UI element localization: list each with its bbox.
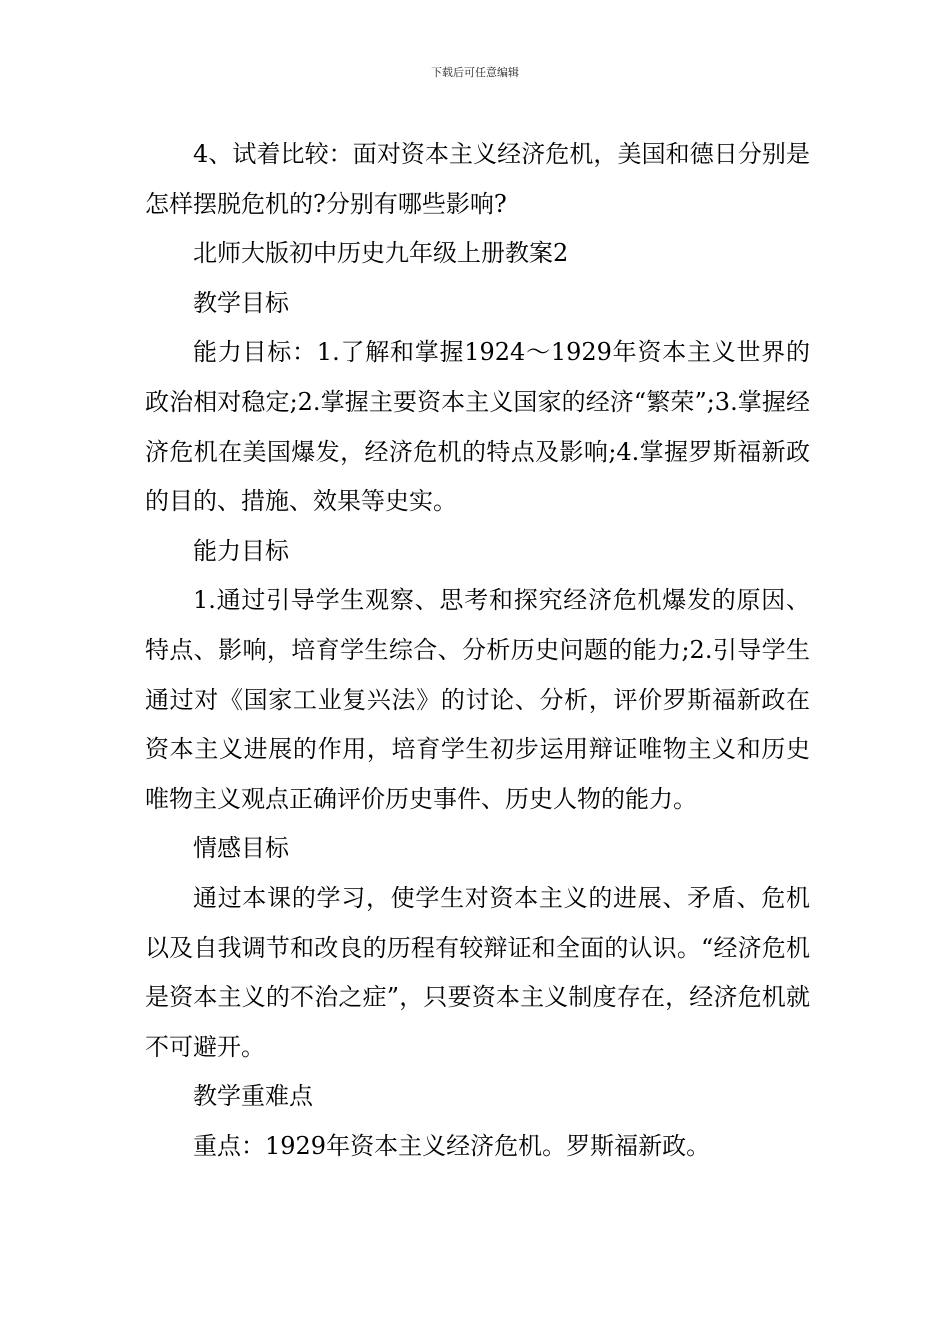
paragraph-key-points: 重点：1929年资本主义经济危机。罗斯福新政。: [193, 1131, 711, 1160]
paragraph-lesson-title: 北师大版初中历史九年级上册教案2: [193, 239, 569, 268]
heading-key-difficult-points: 教学重难点: [193, 1082, 313, 1111]
paragraph-emotional-goals: 通过本课的学习，使学生对资本主义的进展、矛盾、危机以及自我调节和改良的历程有较辩证和全面的认识。“经济危机是资本主义的不治之症”，只要资本主义制度存在，经济危机就不可避开。: [145, 883, 810, 1061]
heading-ability-goals: 能力目标: [193, 536, 289, 565]
paragraph-ability-goals-detail: 1.通过引导学生观察、思考和探究经济危机爆发的原因、特点、影响，培育学生综合、分析历史问题的能力;2.引导学生通过对《国家工业复兴法》的讨论、分析，评价罗斯福新政在资本主义进展的作用，培育学生初步运用辩证唯物主义和历史唯物主义观点正确评价历史事件、历史人物的能力。: [145, 586, 810, 813]
paragraph-question-4: 4、试着比较：面对资本主义经济危机，美国和德日分别是怎样摆脱危机的?分别有哪些影响?: [145, 140, 810, 218]
header-note: 下载后可任意编辑: [431, 66, 519, 79]
document-body: [145, 130, 810, 1171]
paragraph-ability-goals-knowledge: 能力目标：1.了解和掌握1924～1929年资本主义世界的政治相对稳定;2.掌握主要资本主义国家的经济“繁荣”;3.掌握经济危机在美国爆发，经济危机的特点及影响;4.掌握罗斯福新政的目的、措施、效果等史实。: [145, 338, 810, 516]
heading-emotional-goals: 情感目标: [193, 834, 289, 863]
heading-teaching-goals: 教学目标: [193, 288, 289, 317]
